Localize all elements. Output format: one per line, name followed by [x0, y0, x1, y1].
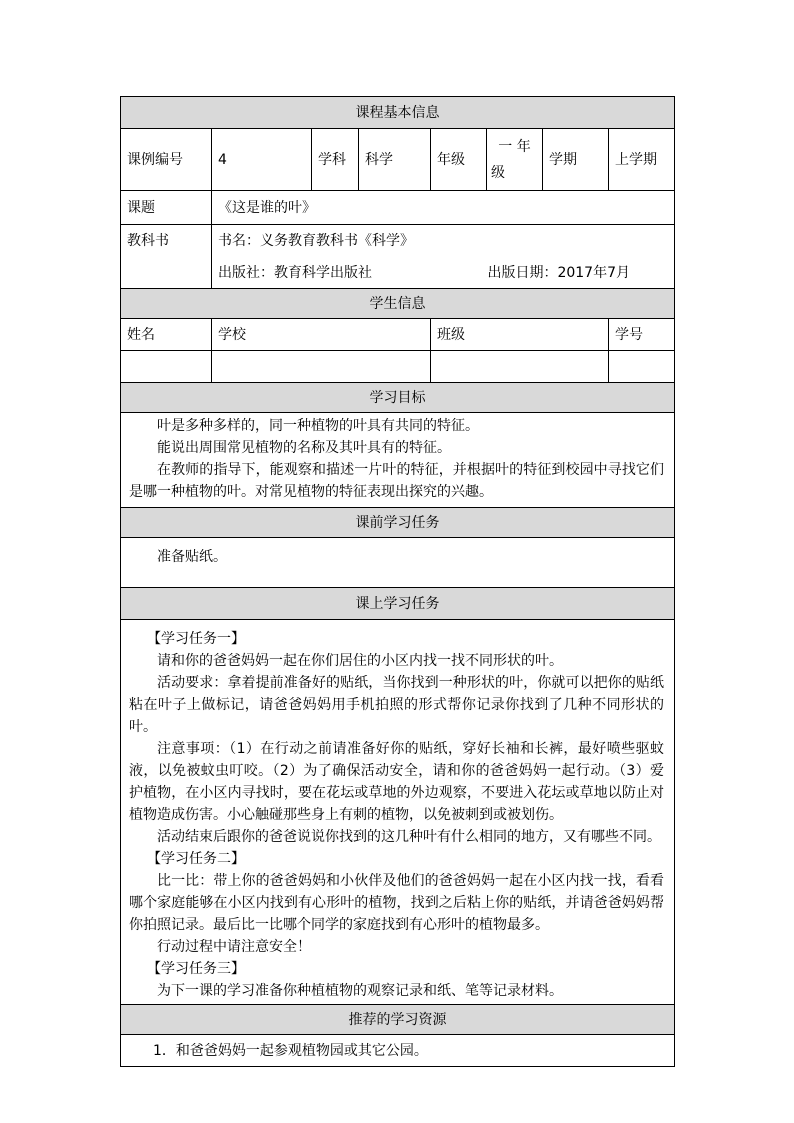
task1-title: 【学习任务一】 — [147, 631, 245, 647]
subject-label: 学科 — [312, 129, 359, 191]
task3-paragraph: 为下一课的学习准备你种植植物的观察记录和纸、笔等记录材料。 — [157, 983, 563, 999]
lesson-plan-table — [120, 96, 675, 1067]
grade-value — [487, 129, 543, 191]
goals-body — [121, 413, 675, 508]
id-field[interactable] — [609, 351, 675, 383]
task2-title: 【学习任务二】 — [147, 851, 245, 867]
book-name: 书名：义务教育教科书《科学》 — [218, 233, 414, 249]
case-no-value: 4 — [212, 129, 312, 191]
in-class-body — [121, 620, 675, 1005]
textbook-label: 教科书 — [121, 225, 212, 289]
task2-paragraph: 比一比：带上你的爸爸妈妈和小伙伴及他们的爸爸妈妈一起在小区内找一找，看看哪个家庭能够在小区内找到有心形叶的植物，找到之后粘上你的贴纸，并请爸爸妈妈帮你拍照记录。最后比一比哪个同学的家庭找到有心形叶的植物最多。 — [129, 873, 664, 933]
resources-header: 推荐的学习资源 — [121, 1005, 675, 1035]
task1-paragraph: 注意事项：（1）在行动之前请准备好你的贴纸，穿好长袖和长裤，最好喷些驱蚊液，以免被蚊虫叮咬。（2）为了确保活动安全，请和你的爸爸妈妈一起行动。（3）爱护植物，在小区内寻找时，要在花坛或草地的外边观察，不要进入花坛或草地以防止对植物造成伤害。小心触碰那些身上有刺的植物，以免被刺到或被划伤。 — [129, 741, 664, 823]
task1-paragraph: 请和你的爸爸妈妈一起在你们居住的小区内找一找不同形状的叶。 — [157, 653, 563, 669]
pre-class-body — [121, 538, 675, 588]
textbook-info — [212, 225, 675, 289]
term-value: 上学期 — [609, 129, 675, 191]
topic-value: 《这是谁的叶》 — [212, 191, 675, 225]
school-label: 学校 — [212, 319, 431, 351]
goal-item: 能说出周围常见植物的名称及其叶具有的特征。 — [157, 440, 451, 456]
case-no-label: 课例编号 — [121, 129, 212, 191]
class-label: 班级 — [431, 319, 609, 351]
name-label: 姓名 — [121, 319, 212, 351]
goals-header: 学习目标 — [121, 383, 675, 413]
lesson-plan-sheet — [120, 96, 674, 1067]
goal-item: 叶是多种多样的，同一种植物的叶具有共同的特征。 — [157, 418, 479, 434]
subject-value: 科学 — [359, 129, 431, 191]
task1-paragraph: 活动要求：拿着提前准备好的贴纸，当你找到一种形状的叶，你就可以把你的贴纸粘在叶子上做标记，请爸爸妈妈用手机拍照的形式帮你记录你找到了几种不同形状的叶。 — [129, 675, 664, 735]
term-label: 学期 — [543, 129, 609, 191]
student-info-header: 学生信息 — [121, 289, 675, 319]
task1-paragraph: 活动结束后跟你的爸爸说说你找到的这几种叶有什么相同的地方，又有哪些不同。 — [157, 829, 661, 845]
task3-title: 【学习任务三】 — [147, 961, 245, 977]
publisher: 出版社：教育科学出版社 — [218, 265, 372, 281]
pre-class-text: 准备贴纸。 — [157, 549, 227, 565]
course-info-header: 课程基本信息 — [121, 97, 675, 129]
school-field[interactable] — [212, 351, 431, 383]
grade-value-line2: 级 — [491, 164, 505, 181]
class-field[interactable] — [431, 351, 609, 383]
grade-label: 年级 — [431, 129, 487, 191]
grade-value-line1: 一 年 — [498, 138, 531, 155]
goal-item: 在教师的指导下，能观察和描述一片叶的特征，并根据叶的特征到校园中寻找它们是哪一种植物的叶。对常见植物的特征表现出探究的兴趣。 — [129, 462, 664, 500]
resource-item: 1．和爸爸妈妈一起参观植物园或其它公园。 — [153, 1043, 428, 1059]
name-field[interactable] — [121, 351, 212, 383]
resources-body — [121, 1035, 675, 1067]
task2-paragraph: 行动过程中请注意安全！ — [157, 939, 311, 955]
pre-class-header: 课前学习任务 — [121, 508, 675, 538]
in-class-header: 课上学习任务 — [121, 588, 675, 620]
topic-label: 课题 — [121, 191, 212, 225]
id-label: 学号 — [609, 319, 675, 351]
publish-date: 出版日期：2017年7月 — [487, 265, 630, 281]
